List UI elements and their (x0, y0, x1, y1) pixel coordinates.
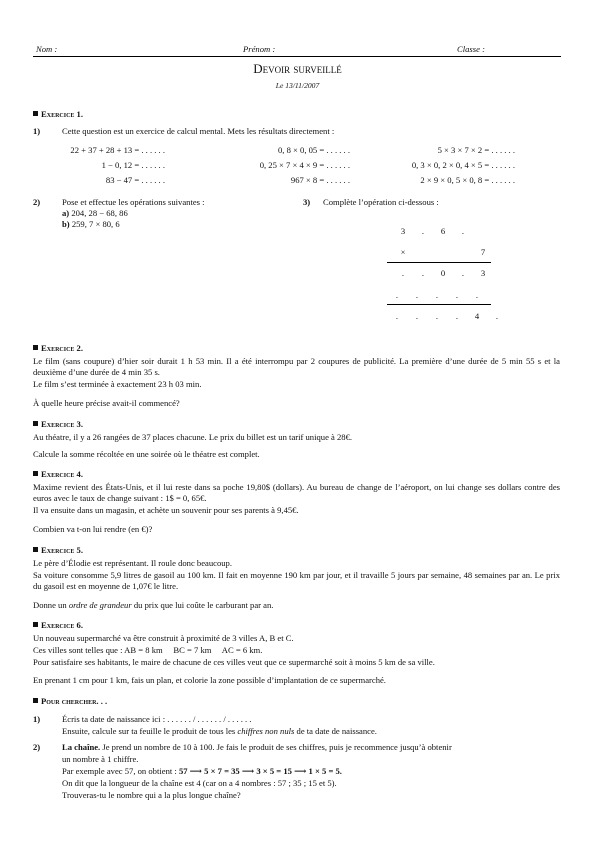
grid-rule-2 (387, 304, 491, 305)
ex6-p1: Un nouveau supermarché va être construit à proximité de 3 villes A, B et C. (33, 633, 294, 643)
square-bullet-icon (33, 471, 38, 476)
calc-r1-c1: 22 + 37 + 28 + 13 = . . . . . . (70, 145, 165, 155)
ex5-heading: Exercice 5. (33, 545, 83, 556)
square-bullet-icon (33, 345, 38, 350)
ex2-p1: Le film (sans coupure) d’hier soir durait 1 h 53 min. Il a été interrompu par 2 coupures de publicité. La première d’une durée de 5 min 55 s et la deuxième d’une durée de 4 min 35 s. (33, 356, 560, 377)
square-bullet-icon (33, 698, 38, 703)
ex5-question: Donne un ordre de grandeur du prix que lui coûte le carburant par an. (33, 600, 274, 610)
pour-q2-line4: On dit que la longueur de la chaîne est 4 (car on a 4 nombres : 57 ; 35 ; 15 et 5). (62, 778, 337, 788)
calc-r2-c3: 0, 3 × 0, 2 × 0, 4 × 5 = . . . . . . (411, 160, 515, 170)
grid-r5-c4: 4 (474, 311, 480, 321)
grid-r1-c5: . (461, 226, 465, 236)
ex6-heading: Exercice 6. (33, 620, 83, 631)
grid-r5-c3: . (455, 311, 459, 321)
grid-r3-c3: 0 (440, 268, 446, 278)
grid-r4-c1: . (415, 290, 419, 300)
grid-r3-c2: . (421, 268, 425, 278)
pour-chercher-heading: Pour chercher. . . (33, 696, 107, 707)
ex5-p1: Le père d’Élodie est représentant. Il roule donc beaucoup. (33, 558, 233, 568)
grid-r3-c1: . (401, 268, 405, 278)
ex3-heading: Exercice 3. (33, 419, 83, 430)
grid-r2-times: × (400, 247, 406, 257)
grid-r5-c1: . (415, 311, 419, 321)
ex6-p3: Pour satisfaire ses habitants, le maire de chacune de ces villes veut que ce supermarché soit à moins 5 km de sa ville. (33, 657, 435, 667)
ex2-p2: Le film s’est terminée à exactement 23 h 03 min. (33, 379, 202, 389)
calc-r3-c2: 967 × 8 = . . . . . . (290, 175, 350, 185)
header-nom: Nom : (36, 44, 58, 54)
ex3-p1: Au théatre, il y a 26 rangées de 37 places chacune. Le prix du billet est un tarif unique à 28€. (33, 432, 353, 442)
pour-q2-line2: un nombre à 1 chiffre. (62, 754, 139, 764)
pour-q2-line5: Trouveras-tu le nombre qui a la plus longue chaîne? (62, 790, 241, 800)
ex1-q1: 1) Cette question est un exercice de calcul mental. Mets les résultats directement : (33, 126, 335, 136)
grid-r4-c2: . (435, 290, 439, 300)
page-title: Devoir surveillé (253, 61, 342, 76)
ex1-heading: Exercice 1. (33, 109, 83, 120)
ex1-q3: 3) Complète l’opération ci-dessous : (303, 197, 439, 207)
ex6-p2: Ces villes sont telles que : AB = 8 km BC = 7 km AC = 6 km. (33, 645, 263, 655)
ex1-q2: 2) Pose et effectue les opérations suivantes : (33, 197, 205, 207)
page-date: Le 13/11/2007 (275, 81, 320, 90)
grid-r5-c5: . (495, 311, 499, 321)
calc-r1-c2: 0, 8 × 0, 05 = . . . . . . (278, 145, 350, 155)
grid-r5-c0: . (395, 311, 399, 321)
ex6-p4: En prenant 1 cm pour 1 km, fais un plan, et colorie la zone possible d’implantation de ce supermarché. (33, 675, 386, 685)
ex5-p2: Sa voiture consomme 5,9 litres de gasoil au 100 km. Il fait en moyenne 190 km par jour, et il travaille 5 jours par semaine, 48 semaines par an. Le prix du gasoil est en moyenne de 1,07€ le litre. (33, 570, 560, 591)
header-classe: Classe : (457, 44, 485, 54)
ex4-question: Combien va t-on lui rendre (en €)? (33, 524, 153, 534)
pour-q2-line1: La chaîne. Je prend un nombre de 10 à 100. Je fais le produit de ses chiffres, puis je recommence jusqu’à obtenir (62, 742, 452, 752)
ex3-p2: Calcule la somme récoltée en une soirée où le théatre est complet. (33, 449, 260, 459)
square-bullet-icon (33, 111, 38, 116)
ex1-q2-b: b) 259, 7 × 80, 6 (62, 219, 120, 229)
grid-r4-c0: . (395, 290, 399, 300)
ex2-heading: Exercice 2. (33, 343, 83, 354)
grid-r4-c4: . (475, 290, 479, 300)
calc-r3-c3: 2 × 9 × 0, 5 × 0, 8 = . . . . . . (420, 175, 515, 185)
ex4-p1: Maxime revient des États-Unis, et il lui reste dans sa poche 19,80$ (dollars). Au bureau de change de l’aéroport, on lui change ses dollars contre des euros avec le taux de change suivant : 1$ = 0, 65€. (33, 482, 560, 503)
grid-r5-c2: . (435, 311, 439, 321)
grid-rule-1 (387, 262, 491, 263)
ex1-q2-a: a) 204, 28 − 68, 86 (62, 208, 128, 218)
calc-r3-c1: 83 − 47 = . . . . . . (105, 175, 165, 185)
ex4-heading: Exercice 4. (33, 469, 83, 480)
grid-r1-c4: 6 (440, 226, 446, 236)
grid-r4-c3: . (455, 290, 459, 300)
grid-r1-c2: 3 (400, 226, 406, 236)
pour-q2-line3: Par exemple avec 57, on obtient : 57 ⟶ 5 × 7 = 35 ⟶ 3 × 5 = 15 ⟶ 1 × 5 = 5. (62, 766, 342, 776)
grid-r2-c5: 7 (480, 247, 486, 257)
square-bullet-icon (33, 622, 38, 627)
grid-r3-c5: 3 (480, 268, 486, 278)
square-bullet-icon (33, 421, 38, 426)
pour-q1-line2: Ensuite, calcule sur ta feuille le produit de tous les chiffres non nuls de ta date de naissance. (62, 726, 377, 736)
grid-r3-c4: . (461, 268, 465, 278)
pour-q2-num: 2) (33, 742, 41, 752)
header-prenom: Prénom : (243, 44, 276, 54)
grid-r1-c3: . (421, 226, 425, 236)
ex4-p2: Il va ensuite dans un magasin, et achète un souvenir pour ses parents à 9,45€. (33, 505, 299, 515)
header-rule (33, 56, 561, 57)
pour-q1-line1: Écris ta date de naissance ici : . . . . . . / . . . . . . / . . . . . . (62, 714, 252, 724)
calc-r1-c3: 5 × 3 × 7 × 2 = . . . . . . (437, 145, 515, 155)
square-bullet-icon (33, 547, 38, 552)
calc-r2-c1: 1 − 0, 12 = . . . . . . (101, 160, 165, 170)
calc-r2-c2: 0, 25 × 7 × 4 × 9 = . . . . . . (259, 160, 350, 170)
pour-q1-num: 1) (33, 714, 41, 724)
ex2-question: À quelle heure précise avait-il commencé? (33, 398, 180, 408)
